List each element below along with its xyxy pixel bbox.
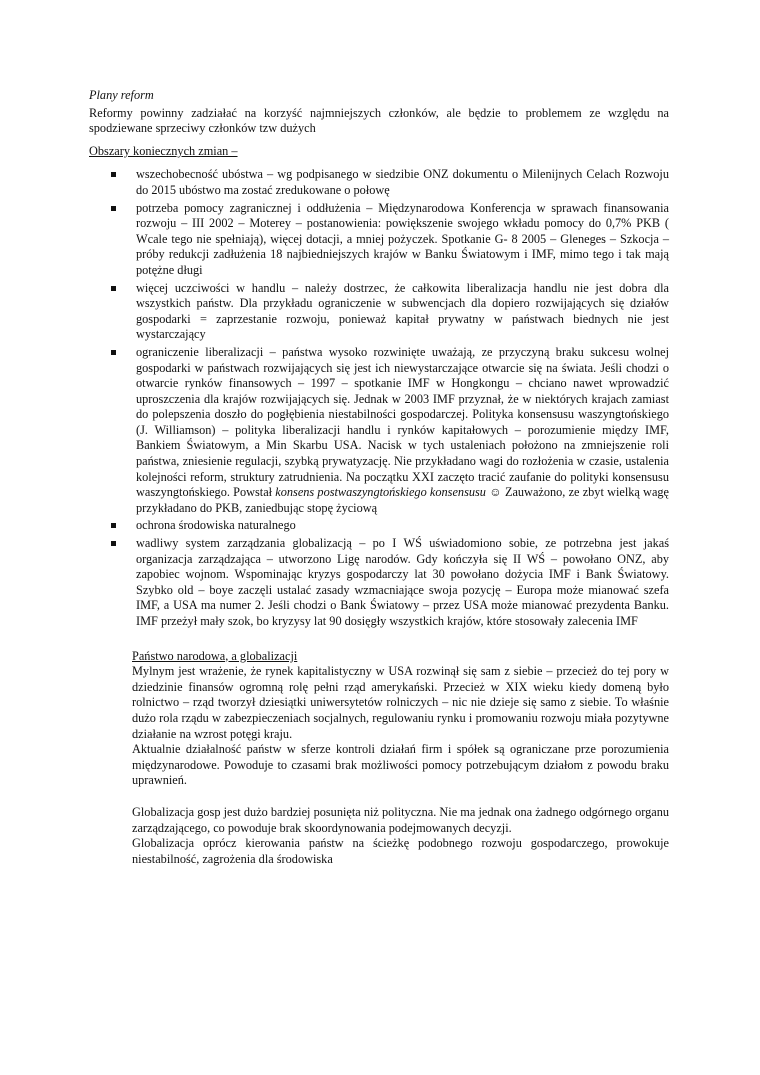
bullet-square-icon <box>111 523 116 528</box>
list-item <box>89 167 669 198</box>
bullet-square-icon <box>111 206 116 211</box>
list-item-text: ochrona środowiska naturalnego <box>136 518 296 533</box>
list-item <box>89 536 669 630</box>
bullet-list <box>89 167 669 629</box>
document-title: Plany reform <box>89 88 154 102</box>
section-paragraph-3: Globalizacja gosp jest dużo bardziej posunięta niż polityczna. Nie ma jednak ona żadnego odgórnego organu zarządzającego, co powoduje brak skoordynowania podejmowanych decyzji. <box>132 804 669 835</box>
list-item-text: wszechobecność ubóstwa – wg podpisanego w siedzibie ONZ dokumentu o Milenijnych Celach Rozwoju do 2015 ubóstwo ma zostać zredukowane o połowę <box>136 167 669 197</box>
list-item <box>89 281 669 343</box>
bullet-square-icon <box>111 172 116 177</box>
section-paragraph-4: Globalizacja oprócz kierowania państw na ścieżkę podobnego rozwoju gospodarczego, prowokuje niestabilność, zagrożenia dla środowiska <box>132 836 669 866</box>
list-item <box>89 518 669 534</box>
section-paragraph-1: Mylnym jest wrażenie, że rynek kapitalistyczny w USA rozwinął się sam z siebie – przecież do tej pory w dziedzinie finansów ogromną rolę pełni rząd amerykański. Przecież w XIX wieku kiedy domeną było rolnictwo – rząd tworzył dziesiątki uniwersytetów rolniczych – nic nie dzieje się samo z siebie. To właśnie dużo rola rządu w zabezpieczeniach socjalnych, regulowaniu rynku i promowaniu rozwoju miała pozytywne działanie na wzrost potęgi kraju. <box>132 664 669 741</box>
bullet-square-icon <box>111 286 116 291</box>
list-item <box>89 201 669 279</box>
smiley-icon: ☺ <box>489 485 502 500</box>
obszary-heading-text: Obszary koniecznych zmian – <box>89 143 238 158</box>
section-heading <box>132 649 669 665</box>
section-paragraph-2: Aktualnie działalność państw w sferze kontroli działań firm i spółek są ograniczane prze porozumienia międzynarodowe. Powoduje to czasami brak możliwości pomocy potrzebującym działom z powodu braku uprawnień. <box>132 742 669 788</box>
list-item-text-start: ograniczenie liberalizacji – państwa wysoko rozwinięte uważają, ze przyczyną braku sukcesu wolnej gospodarki w państwach rozwijających się jest ich niewystarczające otwarcie się na świata. Jeśli chodzi o otwarcie rynków finansowych – 1997 – spotkanie IMF w Hongkongu – chciano nawet wprowadzić uproszczenia dla krajów rozwijających się. Jednak w 2003 IMF przyznał, że w niektórych krajach zamiast do polepszenia doszło do pogłębienia niestabilności gospodarczej. Polityka konsensusu waszyngtońskiego (J. Williamson) – polityka liberalizacji handlu i rynków kapitałowych – porozumienie między IMF, Bankiem Światowym, a Min Skarbu USA. Nacisk w tych ustaleniach położono na zmniejszenie roli państwa, zniesienie regulacji, szybką prywatyzację. Nie przykładano wagi do rozłożenia w czasie, ustalenia kolejności reform, struktury zatrudnienia. Na początku XXI zaczęto tracić zaufanie do polityki konsensusu waszyngtońskiego. Powstał <box>136 344 669 500</box>
list-item-italic: konsens postwaszyngtońskiego konsensusu <box>275 485 486 500</box>
list-item-text: więcej uczciwości w handlu – należy dostrzec, że całkowita liberalizacja handlu nie jest dobra dla wszystkich państw. Dla przykładu ograniczenie w subwencjach dla dopiero rozwijających się działów gospodarki = zaprzestanie rozwoju, ponieważ kapitał prywatny w państwach biednych nie jest wystarczający <box>136 280 669 342</box>
list-item <box>89 345 669 517</box>
list-item-text: wadliwy system zarządzania globalizacją – po I WŚ uświadomiono sobie, ze potrzebna jest jakaś organizacja zarządzająca – utworzono Ligę narodów. Gdy kończyła się II WŚ – powołano ONZ, aby zapobiec wojnom. Wspominając kryzys gospodarczy lat 30 powołano dożycia IMF i Bank Światowy. Szybko old – boye zaczęli ustalać zasady wzmacniające swoja pozycję – Europa może mianować szefa IMF, a USA ma numer 2. Jeśli chodzi o Bank Światowy – przez USA może mianować prezydenta Banku. IMF przeżył mały szok, bo kryzysy lat 90 dosięgły wszystkich krajów, które stosowały zalecenia IMF <box>136 536 669 628</box>
obszary-heading <box>89 144 669 160</box>
panstwo-section <box>132 649 669 868</box>
list-item-text-end: Zauważono, ze zbyt wielką wagę przykładano do PKB, zaniedbując stopę życiową <box>136 485 670 515</box>
intro-paragraph: Reformy powinny zadziałać na korzyść najmniejszych członków, ale będzie to problemem ze względu na spodziewane sprzeciwy członków tzw dużych <box>89 105 669 136</box>
document-page <box>89 88 669 867</box>
list-item-text: potrzeba pomocy zagranicznej i oddłużenia – Międzynarodowa Konferencja w sprawach finansowania rozwoju – III 2002 – Moterey – postanowienia: powiększenie swojego wkładu pomocy do 0,7% PKB ( Wcale tego nie spełniają), więcej dotacji, a mniej pożyczek. Spotkanie G- 8 2005 – Gleneges – Szkocja – próby redukcji zadłużenia 18 najbiedniejszych krajów w Banku Światowym i IMF, mimo tego i tak mają potężne długi <box>136 200 669 277</box>
section-heading-text: Państwo narodowa, a globalizacji <box>132 648 298 663</box>
bullet-square-icon <box>111 541 116 546</box>
bullet-square-icon <box>111 350 116 355</box>
